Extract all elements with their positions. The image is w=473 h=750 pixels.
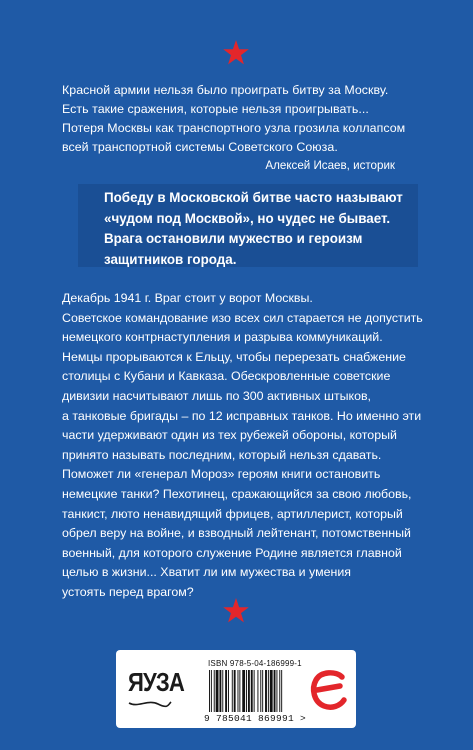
barcode	[208, 670, 302, 712]
barcode-bar	[262, 670, 263, 712]
body-line: обрел веру на войне, и взводный лейтенант, потомственный	[62, 526, 411, 541]
highlight-text	[104, 188, 424, 270]
eksmo-logo	[309, 669, 349, 713]
barcode-bar	[225, 670, 227, 712]
highlight-line: защитников города.	[104, 251, 237, 267]
body-line: Поможет ли «генерал Мороз» героям книги остановить	[62, 467, 381, 482]
barcode-bar	[234, 670, 236, 712]
barcode-bar	[268, 670, 269, 712]
barcode-bar	[281, 670, 282, 712]
quote-line: всей транспортной системы Советского Союза.	[62, 140, 338, 154]
body-line: военный, для которого служение Родине является главной	[62, 545, 402, 560]
barcode-bar	[209, 670, 210, 712]
body-line: немецкие танки? Пехотинец, сражающийся за свою любовь,	[62, 486, 412, 501]
barcode-bar	[254, 670, 255, 712]
body-line: немецкого контрнаступления и разрыва коммуникаций.	[62, 330, 383, 345]
barcode-bar	[222, 670, 223, 712]
barcode-bar	[251, 670, 253, 712]
barcode-bar	[276, 670, 277, 712]
body-line: устоять перед врагом?	[62, 584, 194, 599]
body-line: целью в жизни... Хватит ли им мужества и умения	[62, 565, 351, 580]
body-line: столицы с Кубани и Кавказа. Обескровленные советские	[62, 369, 391, 384]
barcode-bar	[219, 670, 221, 712]
barcode-bar	[239, 670, 240, 712]
annotation-text	[62, 289, 442, 603]
barcode-bar	[248, 670, 250, 712]
barcode-bar	[257, 670, 258, 712]
highlight-line: Победу в Московской битве часто называют	[104, 190, 403, 205]
barcode-bar	[279, 670, 280, 712]
quote-line: Красной армии нельзя было проиграть битву за Москву.	[62, 83, 389, 97]
barcode-bar	[211, 670, 212, 712]
body-line: части удерживают один из тех рубежей обороны, который	[62, 428, 397, 443]
quote-line: Потеря Москвы как транспортного узла грозила коллапсом	[62, 121, 406, 135]
quote-attribution: Алексей Исаев, историк	[265, 159, 395, 172]
body-line: принято называть последним, который нельзя сдавать.	[62, 447, 382, 462]
barcode-bar	[265, 670, 267, 712]
highlight-line: «чудом под Москвой», но чудес не бывает.	[104, 210, 391, 226]
epigraph-quote	[62, 81, 422, 157]
barcode-digits: 9 785041 869991 >	[204, 713, 307, 724]
red-star-icon	[221, 38, 251, 68]
barcode-bar	[274, 670, 276, 712]
isbn-label: ISBN 978-5-04-186999-1	[208, 659, 302, 668]
barcode-bar	[270, 670, 273, 712]
yauza-logo: ЯУЗА	[128, 667, 185, 697]
body-line: Советское командование изо всех сил старается не допустить	[62, 310, 423, 325]
yauza-logo-underline	[128, 699, 172, 709]
body-line: дивизии насчитывают лишь по 300 активных штыков,	[62, 388, 372, 403]
barcode-bar	[228, 670, 229, 712]
body-line: Немцы прорываются к Ельцу, чтобы перерезать снабжение	[62, 349, 406, 364]
quote-line: Есть такие сражения, которые нельзя проигрывать...	[62, 102, 369, 116]
barcode-bar	[242, 670, 245, 712]
body-line: танкист, люто ненавидящий фрицев, артиллерист, который	[62, 506, 403, 521]
red-star-icon	[221, 596, 251, 626]
highlight-line: Врага остановили мужество и героизм	[104, 231, 363, 246]
barcode-bar	[216, 670, 219, 712]
barcode-bar	[246, 670, 247, 712]
body-line: Декабрь 1941 г. Враг стоит у ворот Москвы.	[62, 291, 313, 305]
barcode-bar	[214, 670, 215, 712]
body-line: а танковые бригады – по 12 исправных танков. Но именно эти	[62, 408, 422, 423]
barcode-bar	[260, 670, 261, 712]
barcode-bar	[238, 670, 239, 712]
barcode-bar	[232, 670, 233, 712]
